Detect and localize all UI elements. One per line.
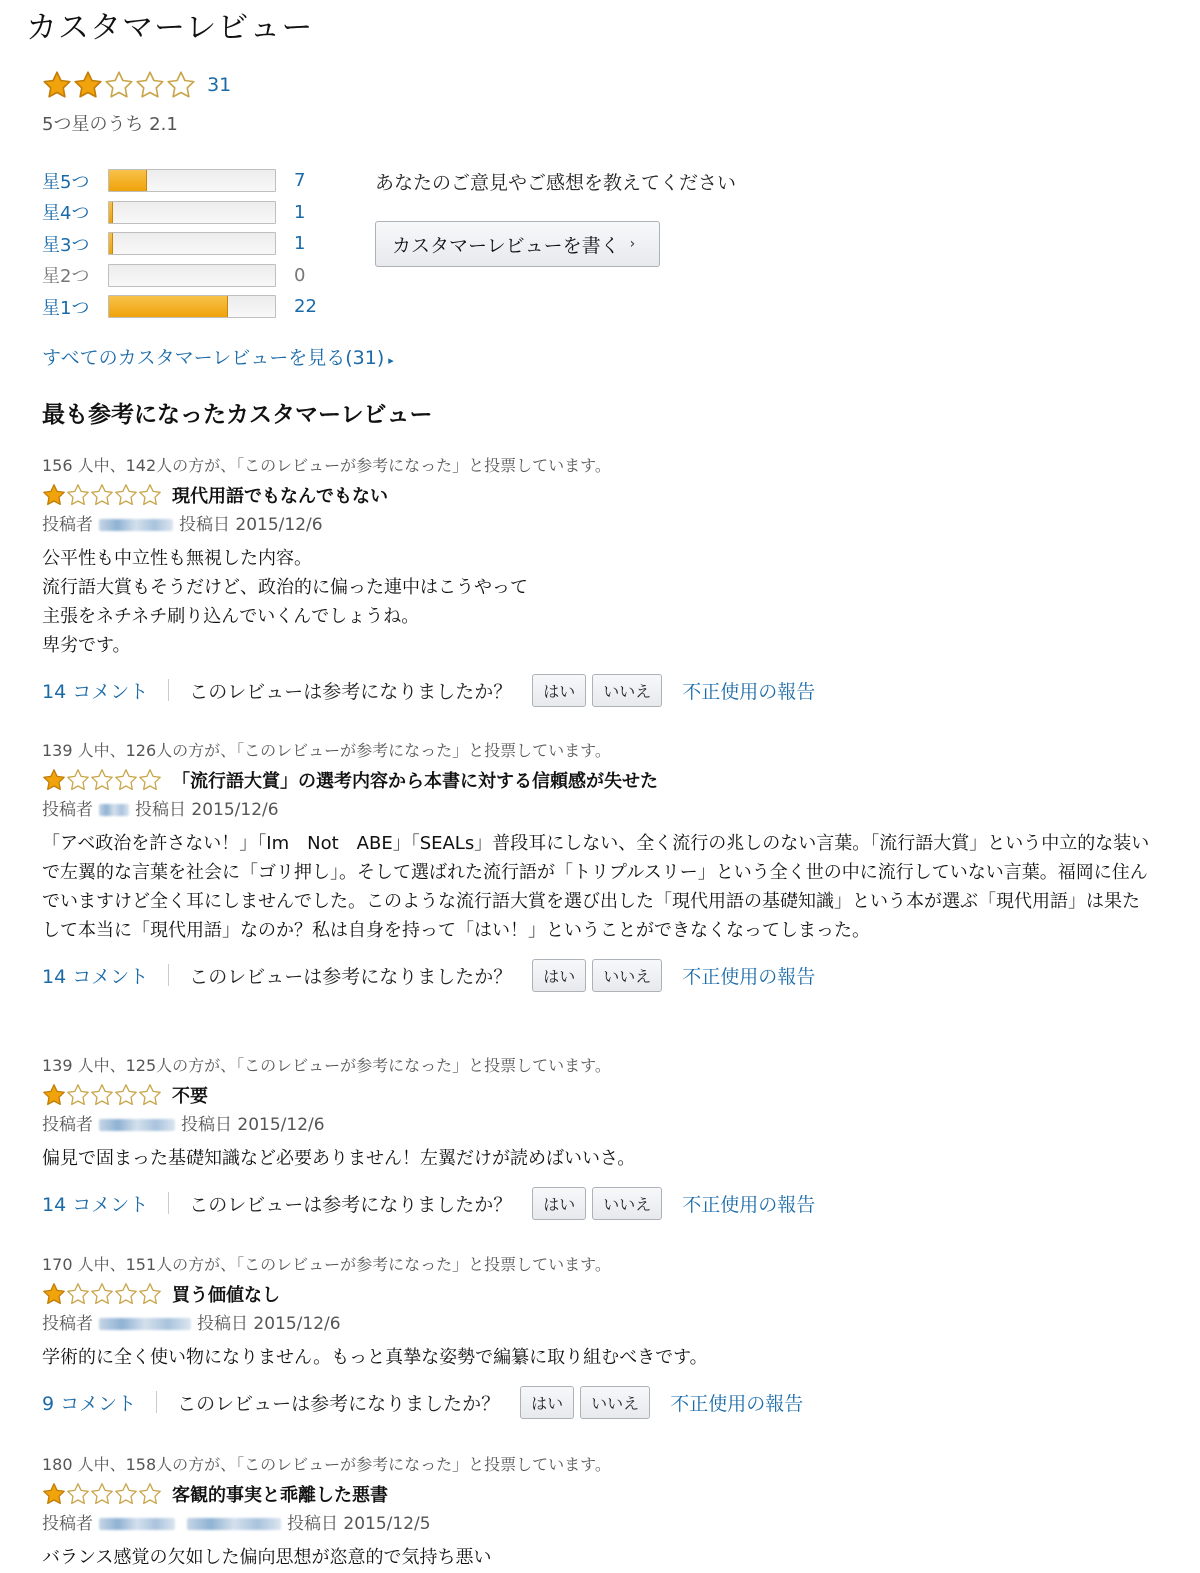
vote-yes-button[interactable]: はい	[532, 959, 586, 992]
star-empty-icon	[66, 768, 90, 792]
star-empty-icon	[135, 70, 165, 100]
review-body	[42, 1543, 1152, 1572]
star-empty-icon	[66, 483, 90, 507]
star-empty-icon	[114, 1482, 138, 1506]
star-empty-icon	[138, 768, 162, 792]
comments-link[interactable]: 14 コメント	[42, 965, 149, 988]
review-title-line	[42, 480, 1152, 510]
average-rating-text: 5つ星のうち 2.1	[42, 114, 178, 135]
comments-link[interactable]: 14 コメント	[42, 680, 149, 703]
star-empty-icon	[90, 1083, 114, 1107]
review-helpful-count: 139 人中、125人の方が、「このレビューが参考になった」と投票しています。	[42, 1056, 611, 1075]
review-author-line	[42, 1110, 1152, 1140]
review-stars	[42, 1282, 162, 1306]
star-empty-icon	[90, 1482, 114, 1506]
report-abuse-link[interactable]: 不正使用の報告	[682, 1193, 816, 1216]
review-body-line: 「アベ政治を許さない！」「Im Not ABE」「SEALs」普段耳にしない、全く流行の兆しのない言葉。「流行語大賞」という中立的な装いで左翼的な言葉を社会に「ゴリ押し」。そして選ばれた流行語が「トリプルスリー」という全く世の中に流行していない言葉。福岡に住んでいますけど全く耳にしませんでした。このような流行語大賞を選び出した「現代用語の基礎知識」という本が選ぶ「現代用語」は果たして本当に「現代用語」なのか？私は自身を持って「はい！」ということができなくなってしまった。	[42, 833, 1150, 941]
histogram-bar	[108, 232, 276, 255]
review-body-line: 学術的に全く使い物になりません。もっと真摯な姿勢で編纂に取り組むべきです。	[42, 1347, 708, 1368]
comments-link[interactable]: 9 コメント	[42, 1392, 137, 1415]
histogram-label: 星2つ	[42, 266, 90, 288]
histogram-row[interactable]	[42, 197, 324, 229]
vote-yes-button[interactable]: はい	[532, 1187, 586, 1220]
histogram-count[interactable]: 1	[294, 201, 306, 223]
review-helpful-count: 156 人中、142人の方が、「このレビューが参考になった」と投票しています。	[42, 456, 611, 475]
review-date: 投稿日 2015/12/6	[135, 800, 279, 820]
review-actions	[42, 1382, 1152, 1422]
author-prefix: 投稿者	[42, 1314, 93, 1334]
chevron-right-icon: ›	[629, 236, 636, 252]
star-empty-icon	[114, 1083, 138, 1107]
review-body	[42, 1343, 1152, 1372]
histogram-label[interactable]: 星4つ	[42, 203, 90, 225]
star-empty-icon	[66, 1482, 90, 1506]
author-prefix: 投稿者	[42, 515, 93, 535]
review-body-line: 主張をネチネチ刷り込んでいくんでしょうね。	[42, 606, 420, 627]
review-date: 投稿日 2015/12/6	[181, 1115, 325, 1135]
review-helpful-count: 180 人中、158人の方が、「このレビューが参考になった」と投票しています。	[42, 1455, 611, 1474]
comments-link[interactable]: 14 コメント	[42, 1193, 149, 1216]
review-stars	[42, 483, 162, 507]
author-name-redacted[interactable]	[99, 1318, 191, 1330]
vote-yes-button[interactable]: はい	[532, 674, 586, 707]
see-all-reviews-label: すべてのカスタマーレビューを見る(31)	[42, 347, 385, 369]
histogram-label[interactable]: 星5つ	[42, 171, 90, 193]
star-filled-icon	[42, 768, 66, 792]
review-title-line	[42, 765, 1152, 795]
vote-yes-button[interactable]: はい	[520, 1386, 574, 1419]
helpful-question: このレビューは参考になりましたか？	[189, 965, 513, 988]
star-empty-icon	[138, 1282, 162, 1306]
vote-no-button[interactable]: いいえ	[580, 1386, 650, 1419]
divider	[168, 1192, 169, 1214]
review-title[interactable]: 現代用語でもなんでもない	[172, 486, 388, 507]
author-prefix: 投稿者	[42, 1514, 93, 1534]
review-title-line	[42, 1279, 1152, 1309]
histogram-row[interactable]	[42, 165, 324, 197]
star-empty-icon	[114, 768, 138, 792]
histogram-bar-fill	[109, 170, 147, 191]
report-abuse-link[interactable]: 不正使用の報告	[670, 1392, 804, 1415]
review-date: 投稿日 2015/12/6	[197, 1314, 341, 1334]
rating-summary	[42, 70, 231, 100]
histogram-count[interactable]: 7	[294, 170, 306, 192]
review-stars	[42, 1482, 162, 1506]
author-name-redacted[interactable]	[99, 1119, 175, 1131]
star-empty-icon	[138, 1083, 162, 1107]
histogram-label[interactable]: 星1つ	[42, 297, 90, 319]
histogram-bar	[108, 169, 276, 192]
star-empty-icon	[104, 70, 134, 100]
star-empty-icon	[138, 1482, 162, 1506]
vote-no-button[interactable]: いいえ	[592, 959, 662, 992]
caret-right-icon: ▸	[388, 354, 394, 367]
review-author-line	[42, 795, 1152, 825]
histogram-bar	[108, 295, 276, 318]
histogram-bar	[108, 264, 276, 287]
report-abuse-link[interactable]: 不正使用の報告	[682, 680, 816, 703]
author-name-redacted[interactable]	[99, 519, 173, 531]
page-title: カスタマーレビュー	[26, 10, 314, 46]
helpful-question: このレビューは参考になりましたか？	[189, 1193, 513, 1216]
review	[42, 452, 1152, 710]
section-title: 最も参考になったカスタマーレビュー	[42, 402, 433, 428]
review-body-line: バランス感覚の欠如した偏向思想が恣意的で気持ち悪い	[42, 1547, 492, 1568]
histogram-row[interactable]	[42, 291, 324, 323]
review-title-line	[42, 1080, 1152, 1110]
review-actions	[42, 670, 1152, 710]
vote-no-button[interactable]: いいえ	[592, 674, 662, 707]
star-empty-icon	[166, 70, 196, 100]
author-name-redacted[interactable]	[99, 1518, 175, 1530]
review-date: 投稿日 2015/12/5	[287, 1514, 431, 1534]
divider	[168, 679, 169, 701]
review-title[interactable]: 買う価値なし	[172, 1285, 280, 1306]
author-prefix: 投稿者	[42, 800, 93, 820]
review-body-line: 卑劣です。	[42, 635, 131, 656]
star-filled-icon	[42, 1482, 66, 1506]
review-author-line	[42, 1509, 1152, 1539]
star-empty-icon	[114, 1282, 138, 1306]
review-title[interactable]: 客観的事実と乖離した悪書	[172, 1485, 388, 1506]
review-stars	[42, 768, 162, 792]
review-stars	[42, 1083, 162, 1107]
star-filled-icon	[42, 70, 72, 100]
star-filled-icon	[42, 1282, 66, 1306]
histogram-bar-fill	[109, 296, 228, 317]
review-author-line	[42, 1309, 1152, 1339]
review-count-link[interactable]: 31	[207, 74, 232, 96]
review-body-line: 公平性も中立性も無視した内容。	[42, 548, 312, 569]
star-empty-icon	[90, 483, 114, 507]
review-helpful-count: 170 人中、151人の方が、「このレビューが参考になった」と投票しています。	[42, 1255, 611, 1274]
review-actions	[42, 955, 1152, 995]
write-review-prompt: あなたのご意見やご感想を教えてください	[375, 172, 737, 194]
author-name-redacted[interactable]	[187, 1518, 281, 1530]
see-all-reviews-link[interactable]	[42, 343, 394, 370]
review	[42, 737, 1152, 995]
divider	[168, 964, 169, 986]
review-body-line: 偏見で固まった基礎知識など必要ありません！左翼だけが読めばいいさ。	[42, 1148, 636, 1169]
review	[42, 1052, 1152, 1223]
write-review-button[interactable]	[375, 221, 660, 267]
review	[42, 1251, 1152, 1422]
helpful-question: このレビューは参考になりましたか？	[177, 1392, 501, 1415]
histogram-bar-fill	[109, 202, 113, 223]
histogram-row[interactable]	[42, 228, 324, 260]
star-empty-icon	[90, 1282, 114, 1306]
summary-stars[interactable]	[42, 70, 196, 100]
star-empty-icon	[66, 1083, 90, 1107]
review-author-line	[42, 510, 1152, 540]
review-title[interactable]: 不要	[172, 1086, 208, 1107]
write-review-button-label: カスタマーレビューを書く	[392, 234, 620, 257]
histogram-bar	[108, 201, 276, 224]
star-filled-icon	[73, 70, 103, 100]
helpful-question: このレビューは参考になりましたか？	[189, 680, 513, 703]
star-empty-icon	[66, 1282, 90, 1306]
star-empty-icon	[114, 483, 138, 507]
review-title-line	[42, 1479, 1152, 1509]
histogram-count: 0	[294, 264, 306, 286]
histogram-row	[42, 260, 324, 292]
histogram-count[interactable]: 22	[294, 296, 317, 318]
star-empty-icon	[90, 768, 114, 792]
star-filled-icon	[42, 1083, 66, 1107]
review-actions	[42, 1183, 1152, 1223]
divider	[156, 1391, 157, 1413]
vote-no-button[interactable]: いいえ	[592, 1187, 662, 1220]
author-prefix: 投稿者	[42, 1115, 93, 1135]
review-body	[42, 829, 1152, 945]
author-name-redacted[interactable]	[99, 804, 129, 816]
histogram-bar-fill	[109, 233, 113, 254]
histogram-label[interactable]: 星3つ	[42, 234, 90, 256]
review-helpful-count: 139 人中、126人の方が、「このレビューが参考になった」と投票しています。	[42, 741, 611, 760]
review-body-line: 流行語大賞もそうだけど、政治的に偏った連中はこうやって	[42, 577, 528, 598]
review-date: 投稿日 2015/12/6	[179, 515, 323, 535]
report-abuse-link[interactable]: 不正使用の報告	[682, 965, 816, 988]
rating-histogram	[42, 165, 324, 323]
histogram-count[interactable]: 1	[294, 233, 306, 255]
star-filled-icon	[42, 483, 66, 507]
review-body	[42, 544, 1152, 660]
review	[42, 1451, 1152, 1572]
review-body	[42, 1144, 1152, 1173]
star-empty-icon	[138, 483, 162, 507]
review-title[interactable]: 「流行語大賞」の選考内容から本書に対する信頼感が失せた	[172, 771, 658, 792]
